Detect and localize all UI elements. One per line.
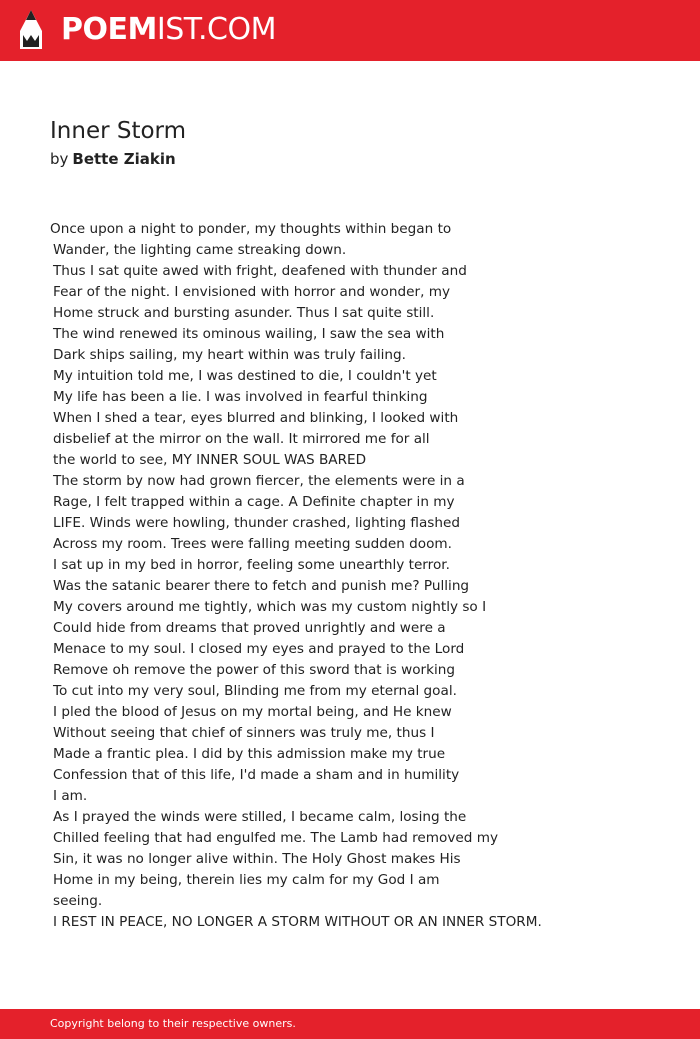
poem-line: Fear of the night. I envisioned with horror and wonder, my	[53, 284, 450, 300]
poem-line: LIFE. Winds were howling, thunder crashed, lighting flashed	[53, 515, 461, 531]
poem-line: Sin, it was no longer alive within. The Holy Ghost makes His	[53, 851, 461, 867]
poem-line: My life has been a lie. I was involved in fearful thinking	[53, 389, 428, 405]
site-footer	[0, 1009, 700, 1039]
logo-light-text: IST.COM	[156, 12, 276, 47]
poem-line: I pled the blood of Jesus on my mortal being, and He knew	[53, 704, 452, 720]
poem-line: the world to see, MY INNER SOUL WAS BARED	[53, 452, 367, 468]
poem-line: Dark ships sailing, my heart within was truly failing.	[53, 347, 406, 363]
poem-line: Rage, I felt trapped within a cage. A Definite chapter in my	[53, 494, 455, 510]
poem-line: I sat up in my bed in horror, feeling some unearthly terror.	[53, 557, 450, 573]
by-label: by	[50, 150, 69, 168]
poem-line: Remove oh remove the power of this sword that is working	[53, 662, 456, 678]
poem-line: Was the satanic bearer there to fetch and punish me? Pulling	[53, 578, 470, 594]
poem-line: Without seeing that chief of sinners was truly me, thus I	[53, 725, 435, 741]
author-name: Bette Ziakin	[72, 150, 176, 168]
poem-line: disbelief at the mirror on the wall. It mirrored me for all	[53, 431, 430, 447]
site-logo[interactable]	[61, 12, 276, 48]
pencil-logo-icon[interactable]	[18, 9, 44, 51]
poem-title: Inner Storm	[50, 118, 187, 144]
site-header	[0, 0, 700, 61]
poem-line: Home struck and bursting asunder. Thus I sat quite still.	[53, 305, 435, 321]
poem-line: To cut into my very soul, Blinding me from my eternal goal.	[53, 683, 457, 699]
poem-line: Thus I sat quite awed with fright, deafened with thunder and	[53, 263, 467, 279]
poem-line: Could hide from dreams that proved unrightly and were a	[53, 620, 446, 636]
poem-line: Chilled feeling that had engulfed me. The Lamb had removed my	[53, 830, 499, 846]
poem-line: My covers around me tightly, which was my custom nightly so I	[53, 599, 487, 615]
poem-line: Wander, the lighting came streaking down.	[53, 242, 347, 258]
poem-line: seeing.	[53, 893, 103, 909]
poem-line: The wind renewed its ominous wailing, I saw the sea with	[53, 326, 445, 342]
logo-bold-text: POEM	[61, 12, 157, 47]
poem-line: Home in my being, therein lies my calm for my God I am	[53, 872, 440, 888]
poem-line: When I shed a tear, eyes blurred and blinking, I looked with	[53, 410, 459, 426]
poem-line: I REST IN PEACE, NO LONGER A STORM WITHOUT OR AN INNER STORM.	[53, 914, 542, 930]
poem-line: Menace to my soul. I closed my eyes and prayed to the Lord	[53, 641, 465, 657]
poem-line: Once upon a night to ponder, my thoughts within began to	[50, 221, 452, 237]
poem-line: The storm by now had grown fiercer, the elements were in a	[53, 473, 465, 489]
byline	[50, 149, 176, 169]
poem-line: Across my room. Trees were falling meeting sudden doom.	[53, 536, 452, 552]
poem-line: I am.	[53, 788, 88, 804]
poem-line: Confession that of this life, I'd made a sham and in humility	[53, 767, 460, 783]
copyright-notice: Copyright belong to their respective owners.	[50, 1017, 296, 1030]
poem-line: As I prayed the winds were stilled, I became calm, losing the	[53, 809, 467, 825]
poem-line: My intuition told me, I was destined to die, I couldn't yet	[53, 368, 437, 384]
poem-body	[50, 219, 680, 933]
poem-line: Made a frantic plea. I did by this admission make my true	[53, 746, 446, 762]
